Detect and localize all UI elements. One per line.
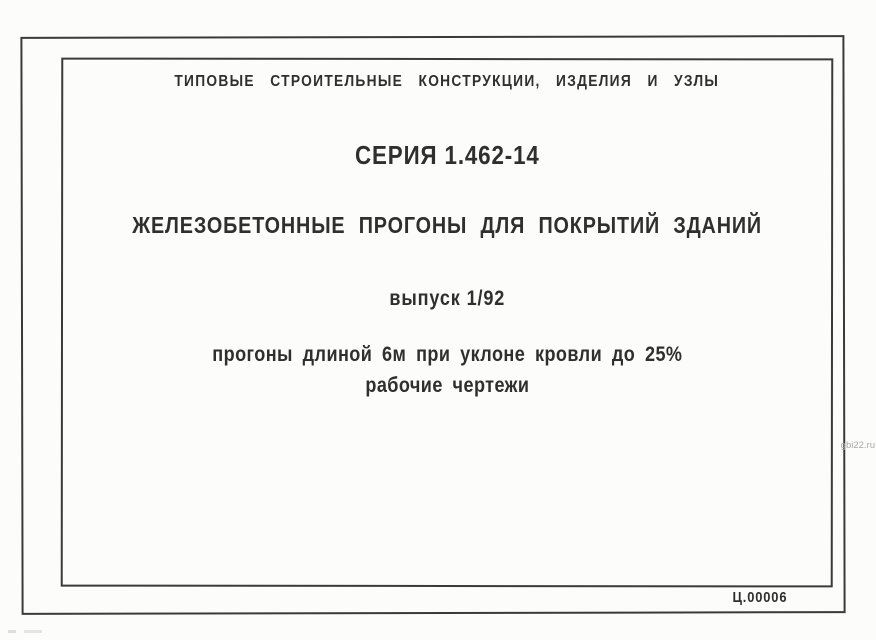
scan-smudge-mark (8, 630, 42, 633)
document-code-text: Ц.00006 (732, 589, 788, 606)
document-header-text: ТИПОВЫЕ СТРОИТЕЛЬНЫЕ КОНСТРУКЦИИ, ИЗДЕЛИЯ И УЗЛЫ (174, 73, 720, 90)
series-title-text: СЕРИЯ 1.462-14 (354, 140, 540, 170)
subtitle-line-2-text: рабочие чертежи (364, 374, 530, 397)
document-code (690, 590, 830, 605)
watermark-text: gbi22.ru (840, 440, 875, 451)
subtitle-line-1 (61, 344, 833, 365)
inner-frame (61, 58, 834, 588)
issue-label-text: выпуск 1/92 (389, 287, 505, 310)
main-title-text: ЖЕЛЕЗОБЕТОННЫЕ ПРОГОНЫ ДЛЯ ПОКРЫТИЙ ЗДАНИЙ (132, 212, 762, 238)
issue-label (61, 288, 833, 309)
series-title (61, 142, 833, 168)
main-title (61, 214, 833, 237)
subtitle-line-1-text: прогоны длиной 6м при уклоне кровли до 25% (211, 343, 683, 366)
document-header (61, 74, 833, 90)
subtitle-line-2 (61, 375, 833, 396)
